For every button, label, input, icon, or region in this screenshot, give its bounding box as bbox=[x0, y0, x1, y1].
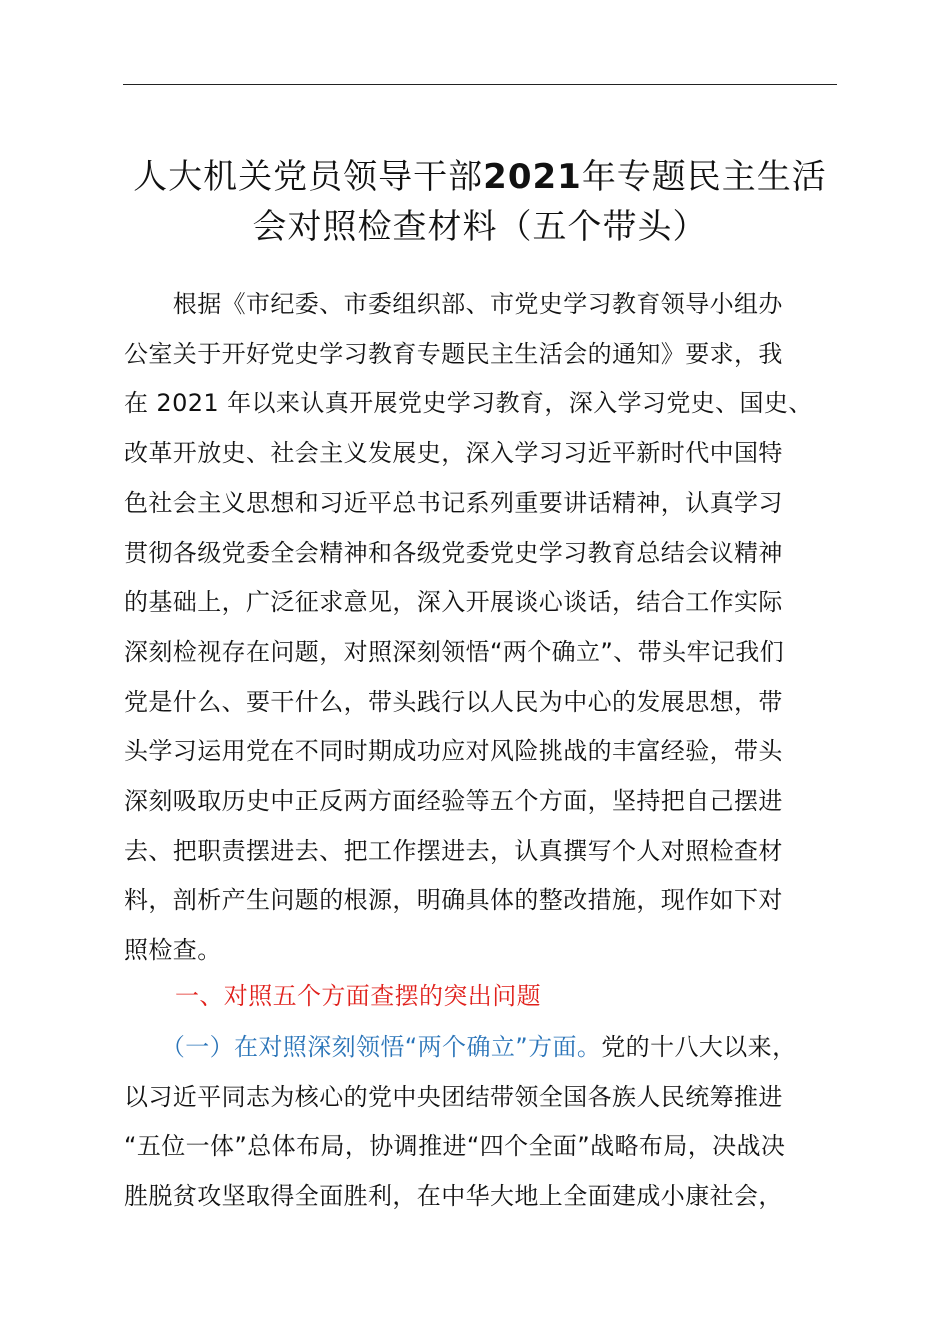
paragraph-line: 照检查。 bbox=[124, 936, 222, 965]
paragraph-line: 改革开放史、社会主义发展史，深入学习习近平新时代中国特 bbox=[124, 439, 783, 468]
paragraph-line: 深刻检视存在问题，对照深刻领悟“两个确立”、带头牢记我们 bbox=[124, 637, 785, 666]
paragraph-line: 贯彻各级党委全会精神和各级党委党史学习教育总结会议精神 bbox=[124, 538, 783, 567]
paragraph-line: 料，剖析产生问题的根源，明确具体的整改措施，现作如下对 bbox=[124, 886, 783, 915]
title-line-1 bbox=[110, 152, 850, 202]
paragraph-line: 去、把职责摆进去、把工作摆进去，认真撰写个人对照检查材 bbox=[124, 836, 783, 865]
paragraph-line: 深刻吸取历史中正反两方面经验等五个方面，坚持把自己摆进 bbox=[124, 787, 783, 816]
section-1-paragraph bbox=[124, 1023, 840, 1222]
paragraph-line: 在 2021 年以来认真开展党史学习教育，深入学习党史、国史、 bbox=[124, 389, 813, 418]
paragraph-line: 的基础上，广泛征求意见，深入开展谈心谈话，结合工作实际 bbox=[124, 588, 783, 617]
sub-heading-1: （一）在对照深刻领悟“两个确立”方面。 bbox=[172, 1033, 602, 1061]
title-line-1-part-b: 年专题民主生活 bbox=[581, 157, 827, 197]
paragraph-line: 胜脱贫攻坚取得全面胜利，在中华大地上全面建成小康社会， bbox=[124, 1182, 783, 1211]
section-heading-1: 一、对照五个方面查摆的突出问题 bbox=[175, 982, 541, 1010]
paragraph-line: 公室关于开好党史学习教育专题民主生活会的通知》要求，我 bbox=[124, 339, 783, 368]
paragraph-line: 根据《市纪委、市委组织部、市党史学习教育领导小组办 bbox=[124, 290, 783, 318]
paragraph-line: 以习近平同志为核心的党中央团结带领全国各族人民统筹推进 bbox=[124, 1082, 783, 1111]
intro-paragraph bbox=[124, 280, 840, 976]
title-line-1-part-a: 人大机关党员领导干部 bbox=[133, 157, 484, 197]
document-title bbox=[110, 152, 850, 252]
paragraph-first-line-text: 党的十八大以来， bbox=[601, 1033, 797, 1061]
title-line-2: 会对照检查材料（五个带头） bbox=[252, 207, 708, 247]
paragraph-line: 党是什么、要干什么，带头践行以人民为中心的发展思想，带 bbox=[124, 687, 783, 716]
paragraph-first-line bbox=[124, 1023, 840, 1073]
title-year: 2021 bbox=[483, 157, 582, 197]
paragraph-line: 色社会主义思想和习近平总书记系列重要讲话精神，认真学习 bbox=[124, 488, 783, 517]
paragraph-line: “五位一体”总体布局，协调推进“四个全面”战略布局，决战决 bbox=[124, 1132, 786, 1161]
paragraph-line: 头学习运用党在不同时期成功应对风险挑战的丰富经验，带头 bbox=[124, 737, 783, 766]
header-rule bbox=[123, 84, 837, 85]
